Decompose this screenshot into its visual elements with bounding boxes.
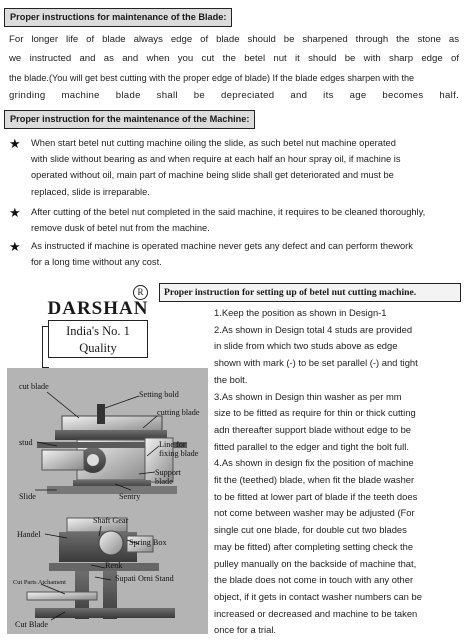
label-slide: Slide [19,492,36,501]
label-stud: stud [19,438,33,447]
machine-bullet-2: After cutting of the betel nut completed in the said machine, it requires to be cleaned thoroughly, remove dusk of betel nut from the machine. [31,207,426,234]
label-cut-blade-bottom: Cut Blade [15,620,48,629]
blade-maintenance-header: Proper instructions for maintenance of the Blade: [4,8,232,27]
label-cutting-blade: cutting blade [157,408,200,417]
label-shaft-gear: Shaft Gear [93,516,129,525]
star-bullet-icon: ★ [9,136,21,151]
quality-tagline-1: India's No. 1 [66,324,130,338]
label-supati-orni-stand: Supati Orni Stand [115,574,174,583]
label-handel: Handel [17,530,41,539]
label-spring-box: Spring Box [129,538,167,547]
label-cut-parts-atchament: Cut Parts Atchament [13,579,66,586]
blade-para-line-3: the blade.(You will get best cutting with the proper edge of blade) If the blade edges sharpen with the [9,73,415,83]
label-support-blade: Support blade [155,468,181,486]
machine-bullet-1: When start betel nut cutting machine oiling the slide, as such betel nut machine operated with slide without bearing as and when require at each half an hour spray oil, if machine is operated without oil, main part of machine being slide shall get deteriorated and must be replaced, slide is irreparable. [31,138,401,197]
label-line-for-fixing-blade: Line for fixing blade [159,440,199,458]
setup-instructions-header: Proper instruction for setting up of betel nut cutting machine. [159,283,461,302]
label-renk: Renk [105,561,123,570]
machine-diagram-photo [7,368,208,634]
quality-badge [48,320,148,358]
machine-maintenance-header: Proper instruction for the maintenance of the Machine: [4,110,255,129]
blade-para-line-1: For longer life of blade always edge of blade should be sharpened through the stone as [9,34,459,45]
label-setting-bold: Setting bold [139,390,179,399]
label-cut-blade: cut blade [19,382,49,391]
brand-name: DARSHAN [47,298,149,319]
blade-para-line-4: grinding machine blade shall be depreciated and its age becomes half. [9,90,459,101]
star-bullet-icon: ★ [9,205,21,220]
blade-para-line-2: we instructed and as and when you cut the betel nut it should be with sharp edge of [9,53,459,64]
star-bullet-icon: ★ [9,239,21,254]
quality-tagline-2: Quality [79,341,117,355]
setup-steps: 1.Keep the position as shown in Design-1 2.As shown in Design total 4 studs are provided in slide from which two studs above as edge shown with mark (-) to be set parallel (-) and tight the bolt. 3.As shown in Design thin washer as per mm size to be fitted as require for thin or thick cutting adn thereafter support blade without edge to be fitted parallel to the edger and tight the bolt full. 4.As shown in design fix the position of machine fit the (teethed) blade, when fit the blade washer to be fitted at lower part of blade if the teeth does not come between washer may be adjusted (For single cut one blade, for double cut two blades may be fitted) after completing setting check the pulley manually on the backside of machine that, the blade does not come in touch with any other object, if it gets in contact washer numbers can be increased or decreased and machine to be taken once for a trial. [214,307,422,636]
machine-bullet-3: As instructed if machine is operated machine never gets any defect and can perform thework for a long time without any cost. [31,241,413,268]
label-sentry: Sentry [119,492,141,501]
registered-mark: R [133,285,148,300]
